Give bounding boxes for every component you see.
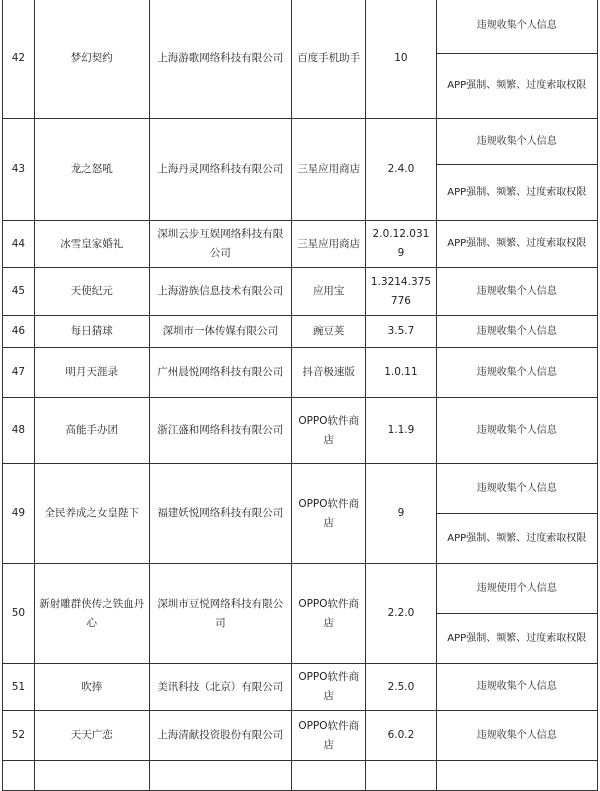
table-row [3, 398, 598, 464]
issue-cell: 违规收集个人信息 [436, 119, 598, 165]
issue-cell: 违规收集个人信息 [436, 664, 598, 711]
app-name: 每日猜球 [34, 316, 149, 348]
table-row [3, 119, 598, 165]
app-version: 9 [366, 464, 436, 564]
table-row [3, 348, 598, 398]
row-number: 48 [3, 398, 35, 464]
issue-cell: 违规收集个人信息 [436, 464, 598, 514]
table-row [3, 0, 598, 54]
issue-cell: 违规收集个人信息 [436, 0, 598, 54]
app-name: 冰雪皇家婚礼 [34, 221, 149, 268]
company-name: 广州晨悦网络科技有限公司 [149, 348, 291, 398]
row-number: 52 [3, 711, 35, 761]
row-number: 44 [3, 221, 35, 268]
row-number: 47 [3, 348, 35, 398]
app-version: 2.5.0 [366, 664, 436, 711]
company-name: 上海游族信息技术有限公司 [149, 268, 291, 316]
issue-cell: APP强制、频繁、过度索取权限 [436, 514, 598, 564]
app-version: 3.5.7 [366, 316, 436, 348]
app-version: 10 [366, 0, 436, 119]
app-store: 三星应用商店 [292, 119, 366, 221]
app-version: 2.4.0 [366, 119, 436, 221]
app-name: 新射雕群侠传之铁血丹心 [34, 564, 149, 664]
app-name: 天天广恋 [34, 711, 149, 761]
company-name: 美讯科技（北京）有限公司 [149, 664, 291, 711]
issue-cell: 违规收集个人信息 [436, 398, 598, 464]
app-version: 2.2.0 [366, 564, 436, 664]
row-number: 43 [3, 119, 35, 221]
issue-cell: APP强制、频繁、过度索取权限 [436, 221, 598, 268]
app-store: 三星应用商店 [292, 221, 366, 268]
table-row-partial [3, 761, 598, 791]
table-row [3, 268, 598, 316]
issue-cell: APP强制、频繁、过度索取权限 [436, 165, 598, 221]
table-row [3, 316, 598, 348]
app-name: 天使纪元 [34, 268, 149, 316]
issue-cell: 违规收集个人信息 [436, 348, 598, 398]
app-name: 梦幻契约 [34, 0, 149, 119]
issue-cell: 违规收集个人信息 [436, 711, 598, 761]
issue-cell: 违规收集个人信息 [436, 268, 598, 316]
app-store: 应用宝 [292, 268, 366, 316]
app-name: 吹捧 [34, 664, 149, 711]
app-name: 全民养成之女皇陛下 [34, 464, 149, 564]
app-store: OPPO软件商店 [292, 664, 366, 711]
table-row [3, 221, 598, 268]
company-name: 福建妖悦网络科技有限公司 [149, 464, 291, 564]
company-name: 上海清献投资股份有限公司 [149, 711, 291, 761]
app-version: 6.0.2 [366, 711, 436, 761]
app-store: OPPO软件商店 [292, 564, 366, 664]
table-row [3, 464, 598, 514]
row-number: 50 [3, 564, 35, 664]
table-row [3, 564, 598, 614]
company-name: 深圳云步互娱网络科技有限公司 [149, 221, 291, 268]
app-store: OPPO软件商店 [292, 464, 366, 564]
row-number: 42 [3, 0, 35, 119]
app-name: 龙之怒吼 [34, 119, 149, 221]
app-violation-table [2, 0, 598, 791]
app-store: 百度手机助手 [292, 0, 366, 119]
app-version: 1.1.9 [366, 398, 436, 464]
app-store: 抖音极速版 [292, 348, 366, 398]
issue-cell: APP强制、频繁、过度索取权限 [436, 54, 598, 119]
company-name: 浙江盛和网络科技有限公司 [149, 398, 291, 464]
company-name: 深圳市豆悦网络科技有限公司 [149, 564, 291, 664]
app-version: 1.3214.375776 [366, 268, 436, 316]
app-name: 高能手办团 [34, 398, 149, 464]
company-name: 上海游歌网络科技有限公司 [149, 0, 291, 119]
table-row [3, 711, 598, 761]
company-name: 上海丹灵网络科技有限公司 [149, 119, 291, 221]
row-number: 45 [3, 268, 35, 316]
app-store: OPPO软件商店 [292, 398, 366, 464]
issue-cell: 违规收集个人信息 [436, 316, 598, 348]
app-store: 豌豆荚 [292, 316, 366, 348]
app-name: 明月天涯录 [34, 348, 149, 398]
app-store: OPPO软件商店 [292, 711, 366, 761]
company-name: 深圳市一体传媒有限公司 [149, 316, 291, 348]
row-number: 46 [3, 316, 35, 348]
issue-cell: 违规使用个人信息 [436, 564, 598, 614]
issue-cell: APP强制、频繁、过度索取权限 [436, 614, 598, 664]
app-version: 1.0.11 [366, 348, 436, 398]
app-version: 2.0.12.0319 [366, 221, 436, 268]
row-number: 49 [3, 464, 35, 564]
table-row [3, 664, 598, 711]
row-number: 51 [3, 664, 35, 711]
